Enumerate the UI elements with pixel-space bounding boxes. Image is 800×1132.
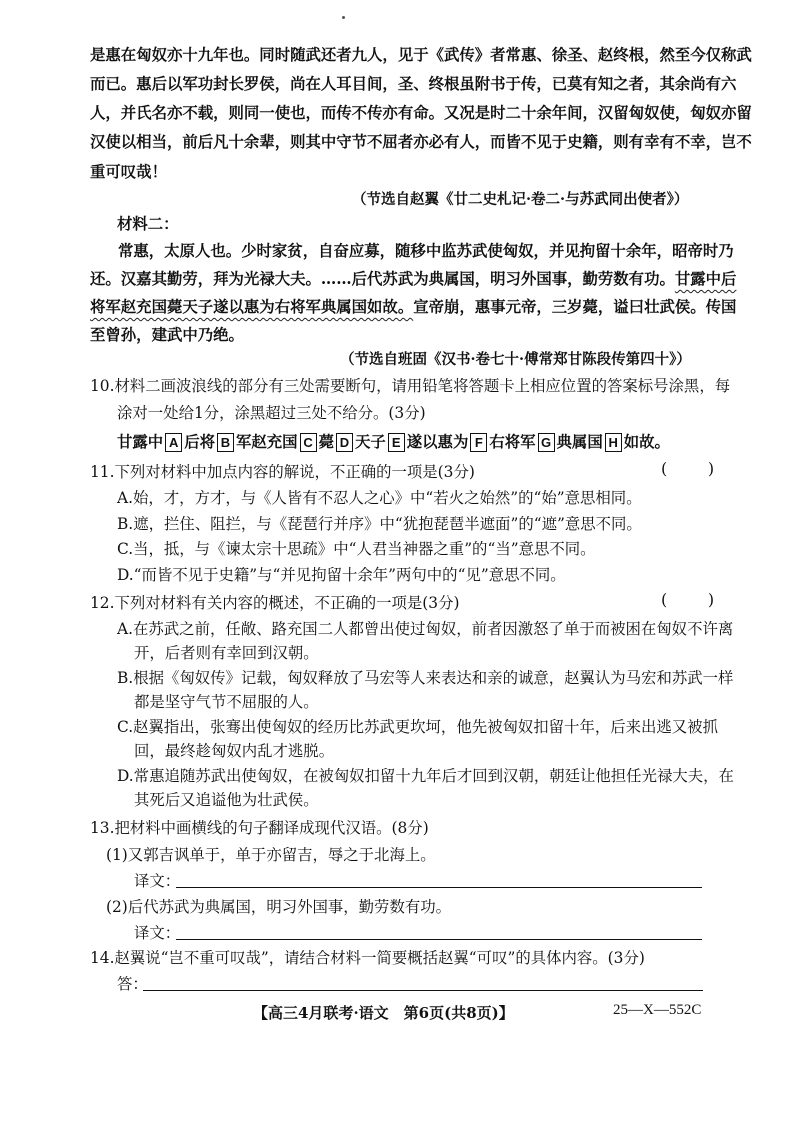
wavy-segment-end: 将军赵充国薨天子遂以惠为右将军典属国如故。 (90, 298, 414, 316)
source-citation-2: （节选自班固《汉书·卷七十·傅常郑甘陈段传第四十》） (340, 351, 691, 368)
scan-dot (342, 16, 345, 19)
page-footer-title: 【高三4月联考·语文 第6页(共8页)】 (253, 1004, 514, 1022)
q13-stem: 13.把材料中画横线的句子翻译成现代汉语。(8分) (90, 819, 429, 837)
answer-box-h[interactable]: H (605, 433, 622, 452)
material2-heading: 材料二： (117, 215, 179, 233)
q13-item-1: (1)又郭吉讽单于，单于亦留吉，辱之于北海上。 (106, 846, 436, 864)
q12-option-d-line-1: D.常惠追随苏武出使匈奴，在被匈奴扣留十九年后才回到汉朝，朝廷让他担任光禄大夫，在 (117, 767, 734, 785)
answer-box-f[interactable]: F (470, 433, 487, 452)
answer-box-g[interactable]: G (538, 433, 555, 452)
material2-line-2: 还。汉嘉其勤劳，拜为光禄大夫。……后代苏武为典属国，明习外国事，勤劳数有功。甘露中后 (90, 270, 737, 288)
q10-breaking-options: 甘露中 A 后将 B 军赵充国 C 薨 D 天子 E 遂以惠为 F 右将军 G 典属国 H 如故。 (117, 433, 670, 451)
answer-box-c[interactable]: C (300, 433, 317, 452)
q13-translation-label-1: 译文： (134, 872, 181, 890)
page-footer-code: 25—X—552C (613, 1002, 702, 1018)
q13-answer-line-1[interactable] (176, 887, 702, 888)
passage-line-1: 是惠在匈奴亦十九年也。同时随武还者九人，见于《武传》者常惠、徐圣、赵终根，然至今仅称武 (90, 46, 752, 64)
q12-option-b-line-1: B.根据《匈奴传》记载，匈奴释放了马宏等人来表达和亲的诚意，赵翼认为马宏和苏武一样 (117, 669, 734, 687)
material2-line-3: 将军赵充国薨天子遂以惠为右将军典属国如故。宣帝崩，惠事元帝，三岁薨，谥曰壮武侯。传国 (90, 298, 737, 316)
q12-stem: 12.下列对材料有关内容的概述，不正确的一项是(3分) (90, 594, 460, 612)
q12-option-b-line-2: 都是坚守气节不屈服的人。 (134, 693, 319, 711)
wavy-segment-start: 甘露中后 (674, 270, 737, 288)
q11-option-d: D.“而皆不见于史籍”与“并见拘留十余年”两句中的“见”意思不同。 (117, 566, 566, 584)
q10-stem-line-1: 10.材料二画波浪线的部分有三处需要断句，请用铅笔将答题卡上相应位置的答案标号涂黑，每 (90, 377, 731, 395)
q12-option-c-line-1: C.赵翼指出，张骞出使匈奴的经历比苏武更坎坷，他先被匈奴扣留十年，后来出逃又被抓 (117, 718, 718, 736)
q14-answer-label: 答： (117, 975, 148, 993)
q13-translation-label-2: 译文： (134, 924, 181, 942)
q11-option-a: A.始，才，方才，与《人皆有不忍人之心》中“若火之始然”的“始”意思相同。 (117, 489, 642, 507)
passage-line-2: 而已。惠后以军功封长罗侯，尚在人耳目间，圣、终根虽附书于传，已莫有知之者，其余尚有六 (90, 75, 737, 93)
q14-stem: 14.赵翼说“岂不重可叹哉”，请结合材料一简要概括赵翼“可叹”的具体内容。(3分) (90, 949, 645, 967)
q12-option-d-line-2: 其死后又追谥他为壮武侯。 (134, 791, 319, 809)
q11-option-b: B.遮，拦住、阻拦，与《琵琶行并序》中“犹抱琵琶半遮面”的“遮”意思不同。 (117, 515, 642, 533)
q12-option-a-line-1: A.在苏武之前，任敞、路充国二人都曾出使过匈奴，前者因激怒了单于而被困在匈奴不许离 (117, 620, 734, 638)
q13-answer-line-2[interactable] (176, 939, 702, 940)
q12-answer-paren[interactable]: ( ) (661, 590, 715, 609)
source-citation-1: （节选自赵翼《廿二史札记·卷二·与苏武同出使者》） (352, 191, 689, 208)
q11-option-c: C.当，抵，与《谏太宗十思疏》中“人君当神器之重”的“当”意思不同。 (117, 540, 596, 558)
q12-option-a-line-2: 开，后者则有幸回到汉朝。 (134, 644, 319, 662)
answer-box-a[interactable]: A (165, 433, 182, 452)
q14-answer-line[interactable] (143, 990, 703, 991)
passage-line-4: 汉使以相当，前后凡十余辈，则其中守节不屈者亦必有人，而皆不见于史籍，则有幸有不幸，岂不 (90, 133, 752, 151)
answer-box-d[interactable]: D (336, 433, 353, 452)
q12-option-c-line-2: 回，最终趁匈奴内乱才逃脱。 (134, 742, 335, 760)
material2-line-4: 至曾孙，建武中乃绝。 (90, 326, 244, 344)
material2-line-1: 常惠，太原人也。少时家贫，自奋应募，随移中监苏武使匈奴，并见拘留十余年，昭帝时乃 (118, 242, 734, 260)
q13-item-2: (2)后代苏武为典属国，明习外国事，勤劳数有功。 (106, 898, 452, 916)
passage-line-3: 人，并氏名亦不载，则同一使也，而传不传亦有命。又况是时二十余年间，汉留匈奴使，匈奴亦留 (90, 104, 752, 122)
answer-box-b[interactable]: B (217, 433, 234, 452)
q11-answer-paren[interactable]: ( ) (661, 459, 715, 478)
q10-stem-line-2: 涂对一处给1分，涂黑超过三处不给分。(3分) (117, 404, 426, 422)
q11-stem: 11.下列对材料中加点内容的解说，不正确的一项是(3分) (90, 463, 475, 481)
passage-line-5: 重可叹哉！ (90, 163, 167, 181)
answer-box-e[interactable]: E (388, 433, 405, 452)
